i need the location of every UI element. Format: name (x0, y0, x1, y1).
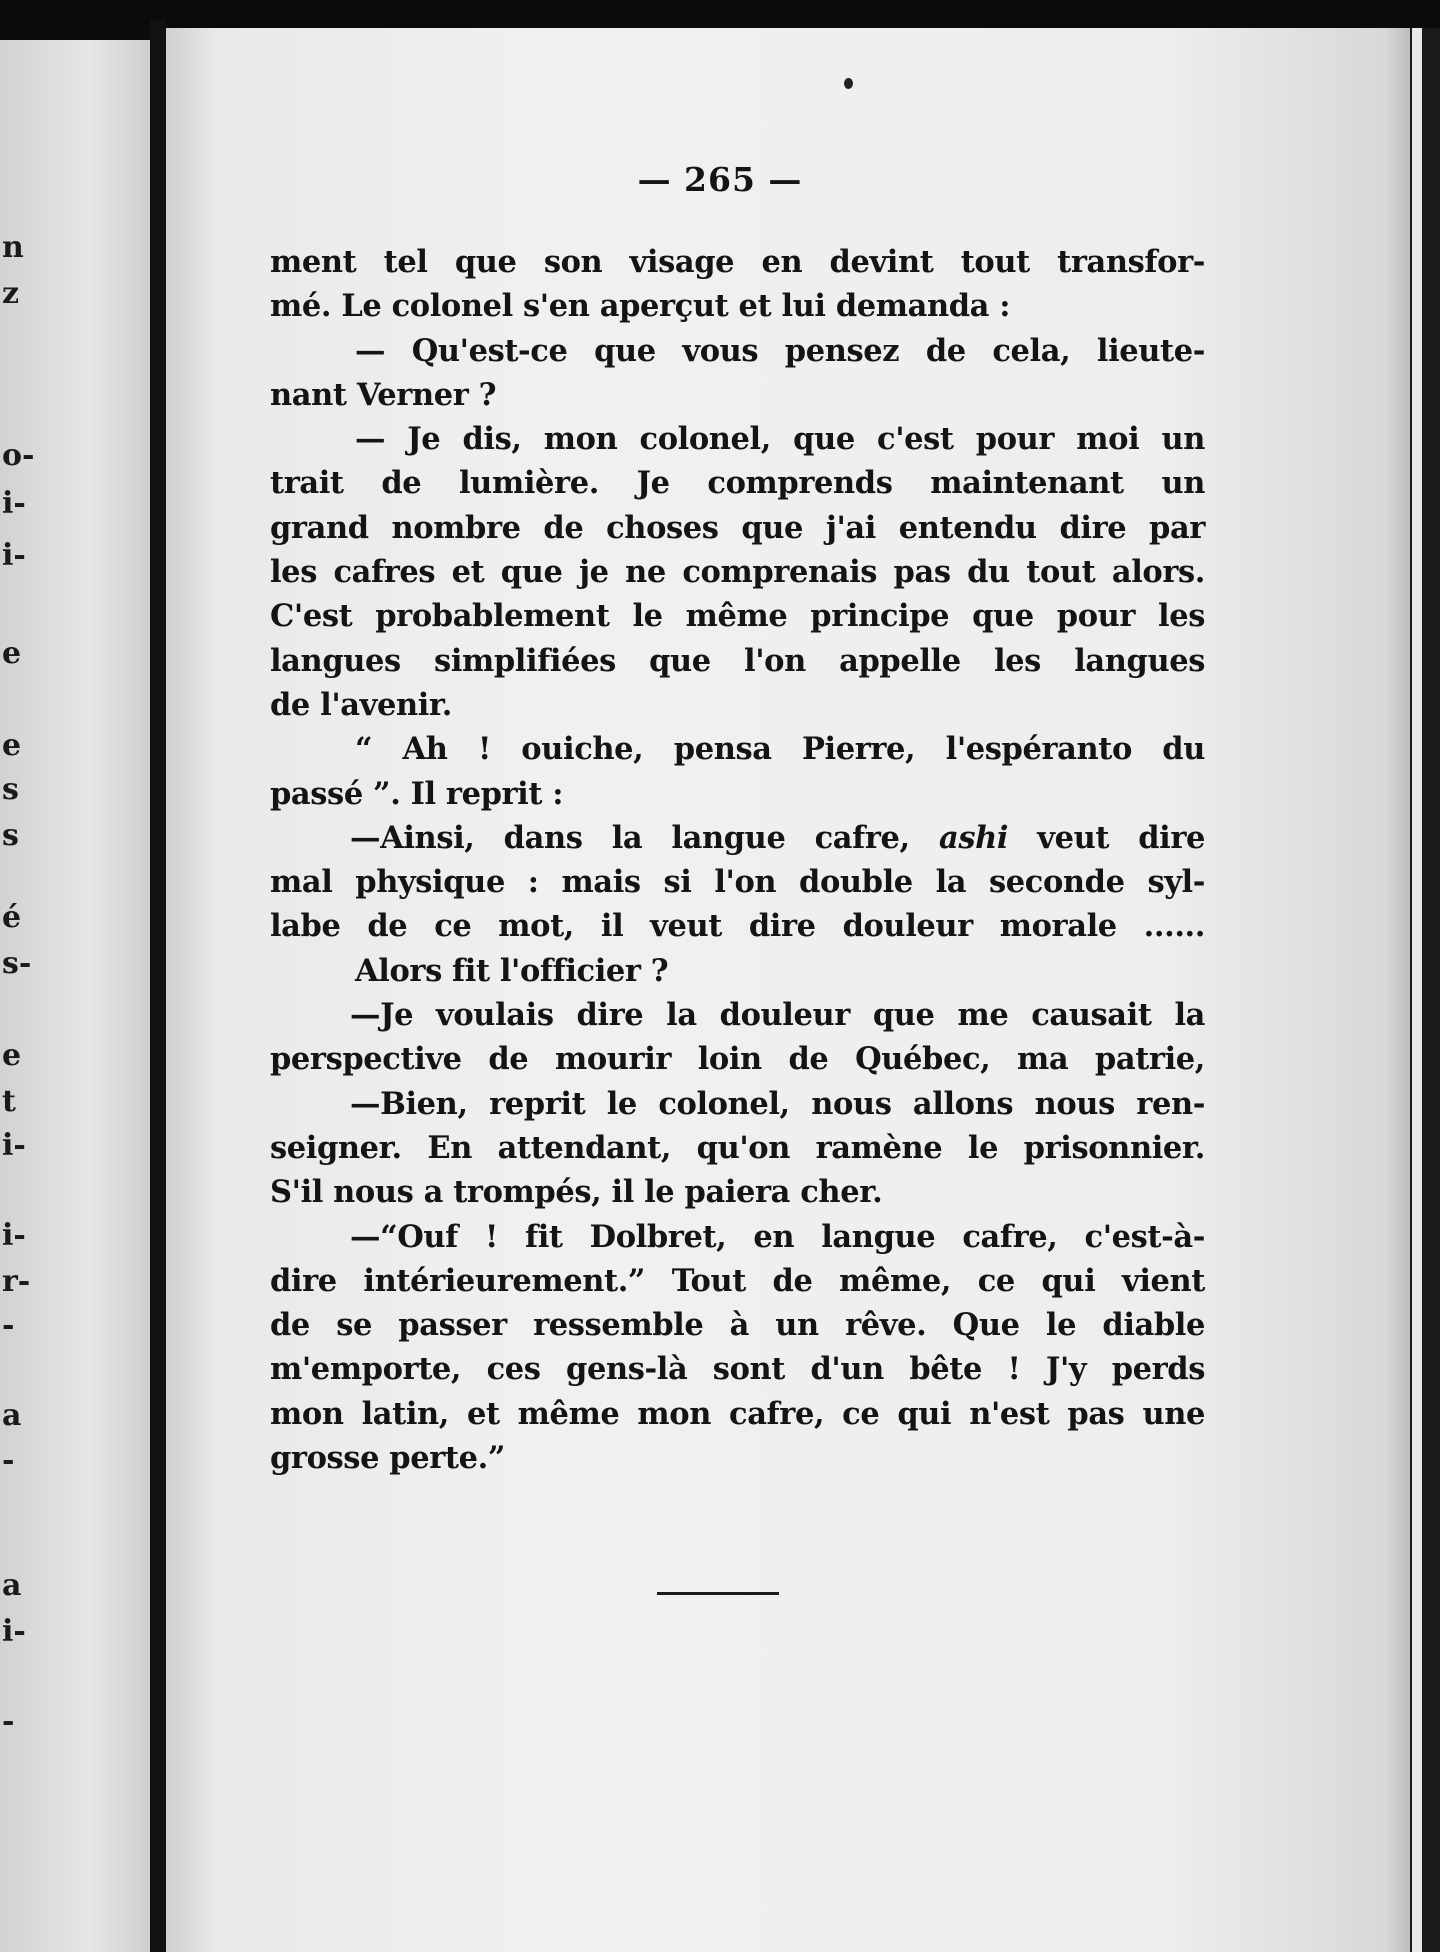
text-line: de l'avenir. (270, 686, 453, 723)
left-fragment: - (2, 1704, 15, 1739)
left-fragment: s (2, 818, 19, 853)
text-line: grosse perte.” (270, 1440, 505, 1477)
left-fragment: - (2, 1443, 15, 1478)
text-line: Alors fit l'officier ? (355, 952, 669, 989)
text-line: C'est probablement le même principe que pour les (270, 598, 1205, 635)
left-fragment: i- (2, 538, 26, 573)
text-line: —Bien, reprit le colonel, nous allons nous ren- (350, 1085, 1205, 1122)
left-fragment: i- (2, 1128, 26, 1163)
page-edge (1410, 28, 1440, 1952)
text-line: mé. Le colonel s'en aperçut et lui demanda : (270, 288, 1011, 325)
left-fragment: é (2, 900, 22, 935)
text-line: —Je voulais dire la douleur que me causait la (350, 997, 1205, 1034)
text-line (270, 816, 1205, 860)
left-fragment: - (2, 1308, 15, 1343)
text-line: langues simplifiées que l'on appelle les langues (270, 642, 1205, 679)
text-line: “ Ah ! ouiche, pensa Pierre, l'espéranto du (355, 731, 1205, 768)
section-separator-rule (657, 1592, 779, 1595)
book-gutter (150, 20, 166, 1952)
left-fragment: a (2, 1568, 22, 1603)
text-line: S'il nous a trompés, il le paiera cher. (270, 1174, 883, 1211)
left-fragment: z (2, 276, 20, 311)
ink-speck (844, 78, 853, 89)
left-fragment: o- (2, 438, 35, 473)
text-line: de se passer ressemble à un rêve. Que le diable (270, 1307, 1205, 1344)
left-fragment: i- (2, 1218, 26, 1253)
text-line: — Qu'est-ce que vous pensez de cela, lieute- (355, 332, 1205, 369)
previous-page-edge (0, 40, 150, 1952)
page-number: — 265 — (637, 160, 803, 199)
left-fragment: r- (2, 1264, 31, 1299)
left-fragment: e (2, 1038, 22, 1073)
text-line: perspective de mourir loin de Québec, ma patrie, (270, 1041, 1205, 1078)
text-line: —“Ouf ! fit Dolbret, en langue cafre, c'est-à- (350, 1218, 1205, 1255)
text-line: ment tel que son visage en devint tout transfor- (270, 244, 1205, 280)
left-fragment: e (2, 636, 22, 671)
left-fragment: i- (2, 1614, 26, 1649)
left-fragment: s (2, 772, 19, 807)
left-fragment: s- (2, 946, 32, 981)
previous-page-text-fragments (0, 40, 40, 1952)
text-line: grand nombre de choses que j'ai entendu dire par (270, 509, 1205, 546)
left-fragment: e (2, 728, 22, 763)
page-body-text (270, 240, 1205, 1480)
left-fragment: t (2, 1084, 16, 1119)
left-fragment: n (2, 230, 24, 265)
text-line: labe de ce mot, il veut dire douleur morale ...... (270, 908, 1205, 945)
left-fragment: i- (2, 486, 26, 521)
italic-word: ashi (938, 819, 1009, 856)
text-line: passé ”. Il reprit : (270, 775, 564, 812)
text-line: — Je dis, mon colonel, que c'est pour moi un (355, 421, 1205, 458)
text-line: mon latin, et même mon cafre, ce qui n'est pas une (270, 1395, 1205, 1432)
text-line: dire intérieurement.” Tout de même, ce qui vient (270, 1262, 1205, 1299)
text-line: mal physique : mais si l'on double la seconde syl- (270, 864, 1205, 901)
text-line: seigner. En attendant, qu'on ramène le prisonnier. (270, 1129, 1205, 1166)
text-line: les cafres et que je ne comprenais pas du tout alors. (270, 554, 1205, 591)
text-line: nant Verner ? (270, 376, 497, 413)
left-fragment: a (2, 1398, 22, 1433)
text-segment: veut dire (1037, 819, 1206, 856)
text-line: m'emporte, ces gens-là sont d'un bête ! J'y perds (270, 1351, 1205, 1388)
text-line: trait de lumière. Je comprends maintenant un (270, 465, 1205, 502)
text-segment: —Ainsi, dans la langue cafre, (350, 819, 910, 856)
